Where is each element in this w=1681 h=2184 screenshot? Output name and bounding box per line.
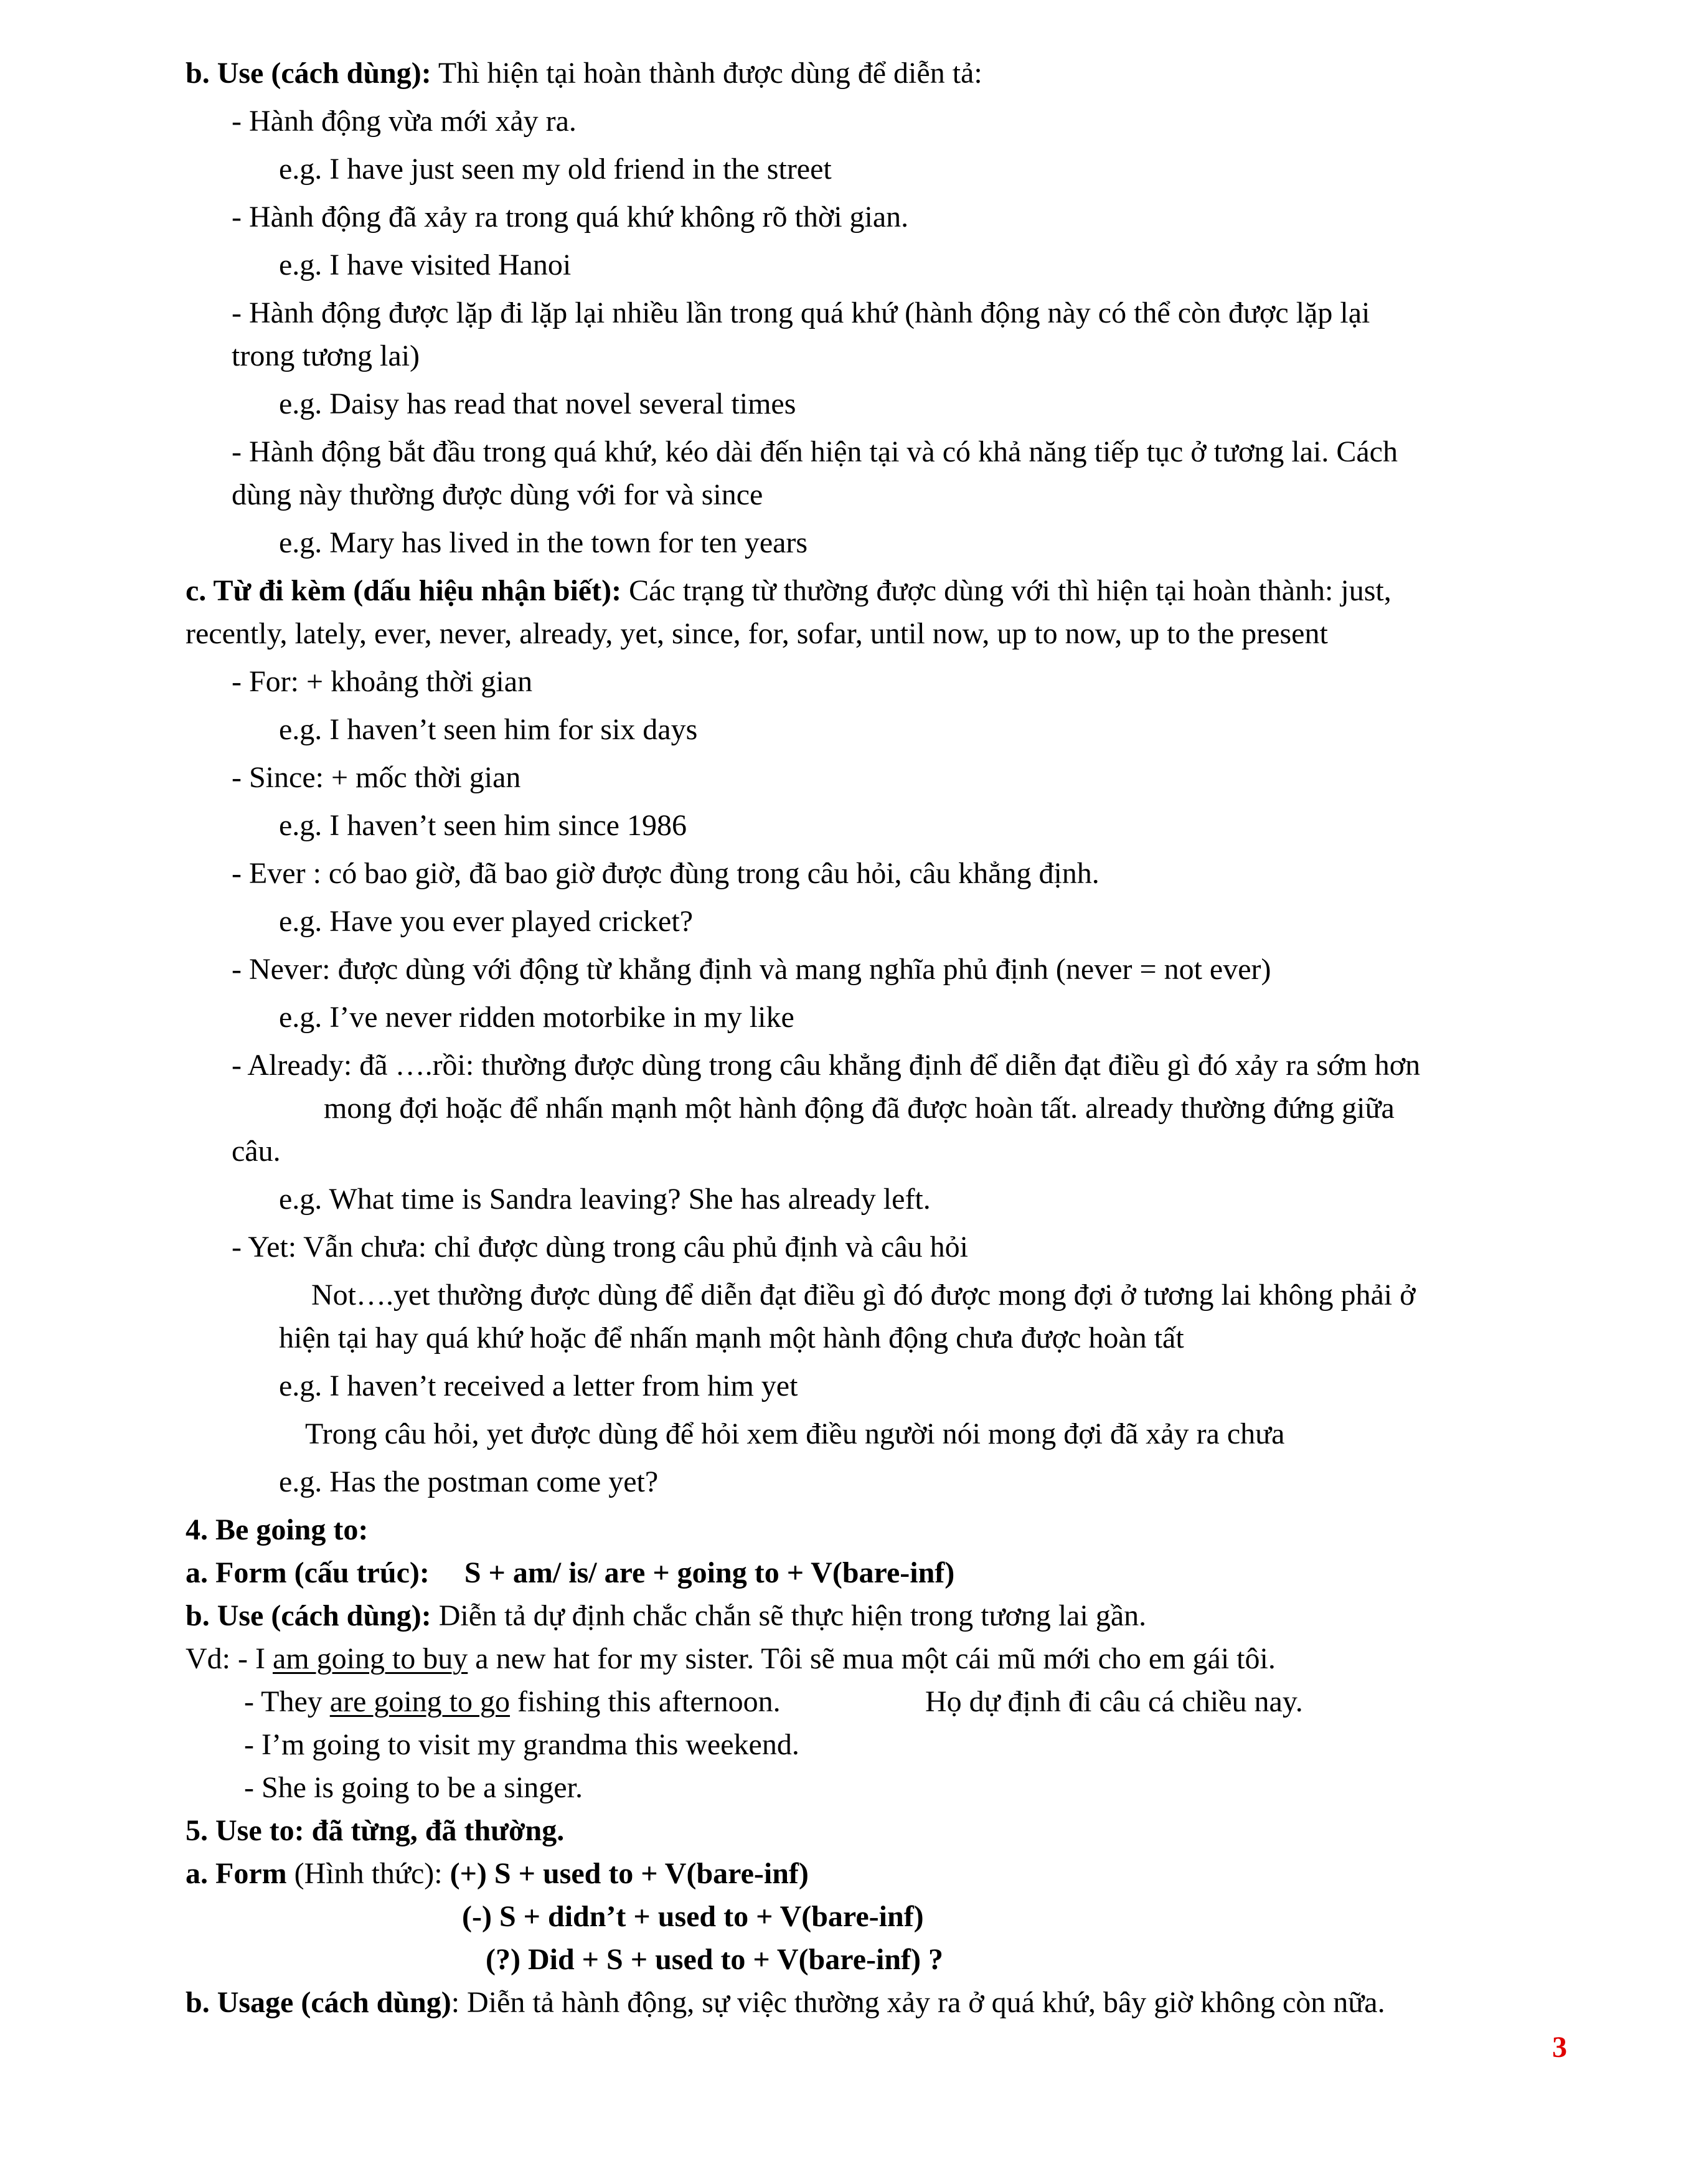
yet-note-1: Not….yet thường được dùng để diễn đạt điều gì đó được mong đợi ở tương lai không phải ở bbox=[311, 1279, 1416, 1312]
use-intro: Thì hiện tại hoàn thành được dùng để diễn tả: bbox=[431, 57, 982, 90]
yet-note-1-cont: hiện tại hay quá khứ hoặc để nhấn mạnh một hành động chưa được hoàn tất bbox=[279, 1321, 1184, 1354]
used-to-usage-label: b. Usage (cách dùng) bbox=[186, 1986, 451, 2019]
use-heading: b. Use (cách dùng): bbox=[186, 57, 431, 90]
be-going-to-use: Diễn tả dự định chắc chắn sẽ thực hiện trong tương lai gần. bbox=[431, 1599, 1147, 1632]
example-1-underlined: am going to buy bbox=[272, 1642, 468, 1675]
used-to-form-label: a. Form bbox=[186, 1857, 287, 1890]
example-2-underlined: are going to go bbox=[329, 1685, 511, 1718]
use-item-3: - Hành động được lặp đi lặp lại nhiều lần trong quá khứ (hành động này có thể còn được lặp lại bbox=[232, 296, 1370, 329]
example-2-prefix: - They bbox=[244, 1685, 330, 1718]
yet-rule: - Yet: Vẫn chưa: chỉ được dùng trong câu phủ định và câu hỏi bbox=[232, 1231, 968, 1264]
page-number: 3 bbox=[1552, 2031, 1567, 2064]
since-rule: - Since: + mốc thời gian bbox=[232, 761, 521, 794]
be-going-to-use-line bbox=[186, 1599, 1146, 1633]
use-item-3-cont: trong tương lai) bbox=[232, 339, 420, 372]
use-item-4-cont: dùng này thường được dùng với for và since bbox=[232, 478, 763, 511]
use-example-3: e.g. Daisy has read that novel several times bbox=[279, 387, 796, 420]
be-going-to-form: S + am/ is/ are + going to + V(bare-inf) bbox=[464, 1556, 955, 1589]
be-going-to-form-line bbox=[186, 1556, 954, 1591]
used-to-usage-line bbox=[186, 1985, 1385, 2020]
example-1-suffix: a new hat for my sister. Tôi sẽ mua một cái mũ mới cho em gái tôi. bbox=[468, 1642, 1276, 1675]
be-going-to-example-2-translation: Họ dự định đi câu cá chiều nay. bbox=[925, 1685, 1303, 1718]
used-to-form-positive: (+) S + used to + V(bare-inf) bbox=[450, 1857, 809, 1890]
use-item-1: - Hành động vừa mới xảy ra. bbox=[232, 105, 577, 138]
already-rule: - Already: đã ….rồi: thường được dùng trong câu khẳng định để diễn đạt điều gì đó xảy ra sớm hơn bbox=[232, 1049, 1421, 1082]
use-example-2: e.g. I have visited Hanoi bbox=[279, 248, 572, 281]
since-example: e.g. I haven’t seen him since 1986 bbox=[279, 809, 687, 842]
example-2-suffix: fishing this afternoon. bbox=[510, 1685, 781, 1718]
use-example-1: e.g. I have just seen my old friend in the street bbox=[279, 153, 832, 186]
yet-note-2: Trong câu hỏi, yet được dùng để hỏi xem điều người nói mong đợi đã xảy ra chưa bbox=[305, 1417, 1285, 1450]
never-rule: - Never: được dùng với động từ khẳng định và mang nghĩa phủ định (never = not ever) bbox=[232, 953, 1271, 986]
signal-words-heading: c. Từ đi kèm (dấu hiệu nhận biết): bbox=[186, 574, 622, 607]
use-example-4: e.g. Mary has lived in the town for ten years bbox=[279, 526, 808, 559]
be-going-to-example-1 bbox=[186, 1642, 1276, 1676]
used-to-form-question: (?) Did + S + used to + V(bare-inf) ? bbox=[486, 1943, 943, 1976]
use-line bbox=[186, 56, 982, 91]
signal-words-list: recently, lately, ever, never, already, yet, since, for, sofar, until now, up to now, up to the present bbox=[186, 617, 1328, 650]
never-example: e.g. I’ve never ridden motorbike in my like bbox=[279, 1001, 794, 1034]
already-rule-end: câu. bbox=[232, 1135, 281, 1168]
be-going-to-use-label: b. Use (cách dùng): bbox=[186, 1599, 431, 1632]
be-going-to-example-2 bbox=[244, 1685, 781, 1719]
use-item-2: - Hành động đã xảy ra trong quá khứ không rõ thời gian. bbox=[232, 201, 909, 234]
used-to-usage: : Diễn tả hành động, sự việc thường xảy ra ở quá khứ, bây giờ không còn nữa. bbox=[451, 1986, 1385, 2019]
be-going-to-example-4: - She is going to be a singer. bbox=[244, 1771, 583, 1804]
ever-example: e.g. Have you ever played cricket? bbox=[279, 905, 693, 938]
yet-example-1: e.g. I haven’t received a letter from him yet bbox=[279, 1369, 798, 1402]
already-rule-cont: mong đợi hoặc để nhấn mạnh một hành động đã được hoàn tất. already thường đứng giữa bbox=[324, 1092, 1395, 1125]
used-to-form-negative: (-) S + didn’t + used to + V(bare-inf) bbox=[462, 1900, 924, 1933]
be-going-to-form-label: a. Form (cấu trúc): bbox=[186, 1556, 430, 1589]
be-going-to-example-3: - I’m going to visit my grandma this weekend. bbox=[244, 1728, 799, 1761]
used-to-form-paren: (Hình thức): bbox=[286, 1857, 450, 1890]
ever-rule: - Ever : có bao giờ, đã bao giờ được đùng trong câu hỏi, câu khẳng định. bbox=[232, 857, 1099, 890]
signal-words-line bbox=[186, 574, 1391, 608]
signal-words-intro: Các trạng từ thường được dùng với thì hiện tại hoàn thành: just, bbox=[621, 574, 1391, 607]
for-rule: - For: + khoảng thời gian bbox=[232, 665, 533, 698]
example-1-prefix: Vd: - I bbox=[186, 1642, 273, 1675]
be-going-to-heading: 4. Be going to: bbox=[186, 1513, 369, 1546]
already-example: e.g. What time is Sandra leaving? She has already left. bbox=[279, 1183, 931, 1216]
use-item-4: - Hành động bắt đầu trong quá khứ, kéo dài đến hiện tại và có khả năng tiếp tục ở tương lai. Cách bbox=[232, 435, 1398, 468]
for-example: e.g. I haven’t seen him for six days bbox=[279, 713, 698, 746]
yet-example-2: e.g. Has the postman come yet? bbox=[279, 1465, 659, 1498]
used-to-heading: 5. Use to: đã từng, đã thường. bbox=[186, 1814, 565, 1847]
used-to-form-line bbox=[186, 1856, 809, 1891]
